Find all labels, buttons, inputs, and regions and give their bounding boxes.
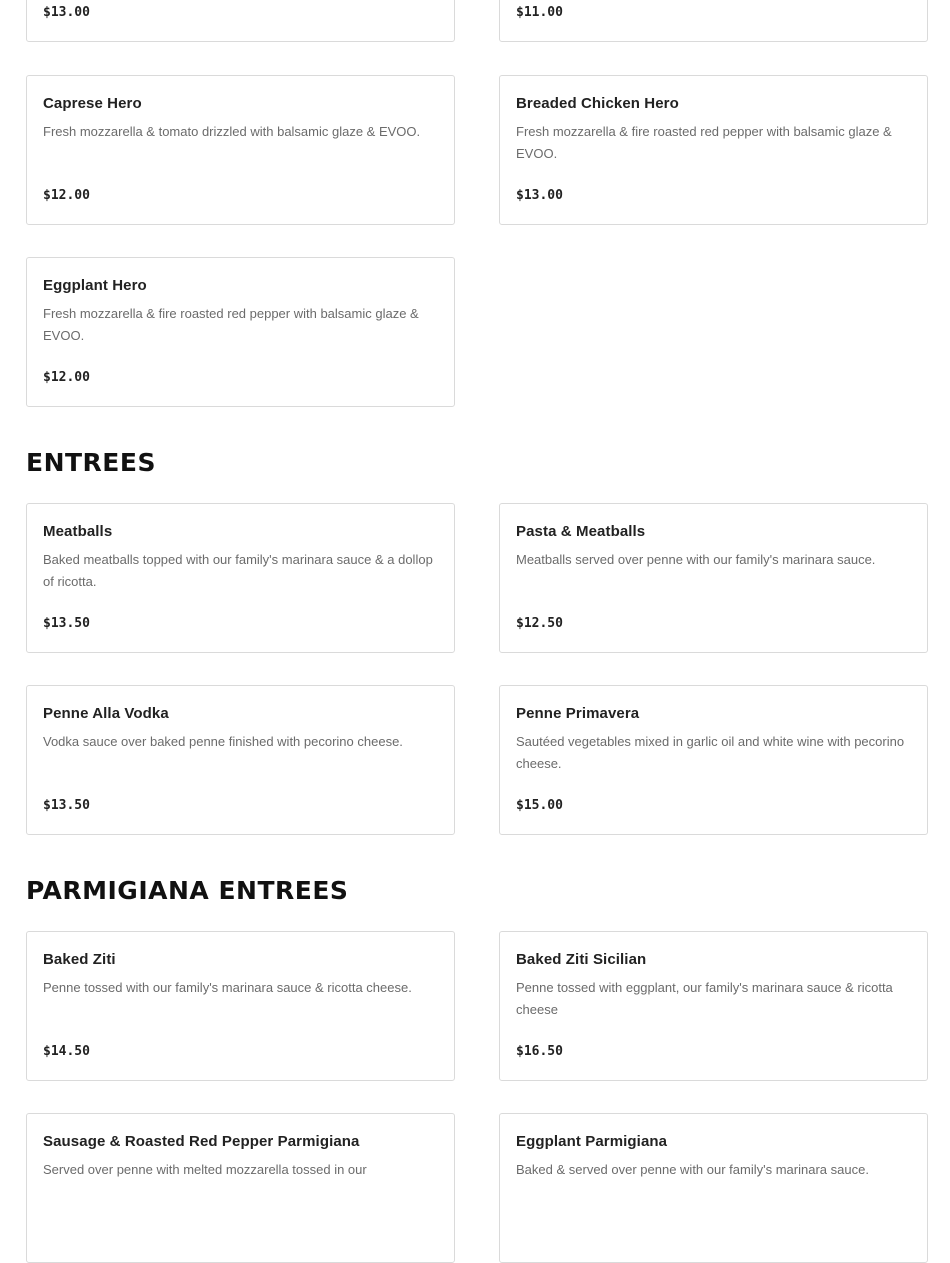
menu-item-price: $15.00 [516, 798, 563, 813]
menu-item-price: $13.00 [516, 188, 563, 203]
menu-item-card[interactable] [499, 0, 928, 42]
menu-item-card[interactable] [26, 503, 455, 653]
menu-item-card[interactable] [26, 931, 455, 1081]
menu-item-price: $13.00 [43, 5, 90, 20]
menu-item-description: Fresh mozzarella & fire roasted red pepper with balsamic glaze & EVOO. [43, 306, 419, 343]
menu-item-description: Penne tossed with eggplant, our family's marinara sauce & ricotta cheese [516, 980, 893, 1017]
menu-item-price: $12.00 [43, 188, 90, 203]
menu-item-card[interactable] [499, 931, 928, 1081]
menu-item-price: $12.00 [43, 370, 90, 385]
menu-item-card[interactable] [26, 75, 455, 225]
menu-item-price: $12.50 [516, 616, 563, 631]
menu-item-price: $11.00 [516, 5, 563, 20]
menu-item-name: Pasta & Meatballs [516, 523, 646, 540]
menu-item-name: Sausage & Roasted Red Pepper Parmigiana [43, 1133, 360, 1150]
menu-item-name: Penne Primavera [516, 705, 640, 722]
menu-item-name: Breaded Chicken Hero [516, 95, 679, 112]
menu-item-description: Penne tossed with our family's marinara sauce & ricotta cheese. [43, 980, 412, 995]
menu-item-card[interactable] [499, 685, 928, 835]
menu-item-description: Baked meatballs topped with our family's marinara sauce & a dollop of ricotta. [43, 552, 433, 589]
menu-item-card[interactable] [26, 685, 455, 835]
menu-item-description: Served over penne with melted mozzarella tossed in our [43, 1162, 367, 1177]
menu-item-description: Fresh mozzarella & fire roasted red pepper with balsamic glaze & EVOO. [516, 124, 892, 161]
section-heading-parmigiana-entrees: PARMIGIANA ENTREES [26, 876, 349, 905]
menu-item-name: Caprese Hero [43, 95, 142, 112]
menu-item-card[interactable] [499, 1113, 928, 1263]
menu-item-card[interactable] [499, 75, 928, 225]
menu-item-description: Vodka sauce over baked penne finished with pecorino cheese. [43, 734, 403, 749]
menu-item-name: Baked Ziti [43, 951, 116, 968]
menu-item-price: $16.50 [516, 1044, 563, 1059]
menu-item-card[interactable] [26, 0, 455, 42]
section-heading-entrees: ENTREES [26, 448, 156, 477]
menu-item-description: Baked & served over penne with our family's marinara sauce. [516, 1162, 869, 1177]
menu-item-card[interactable] [26, 1113, 455, 1263]
menu-item-price: $14.50 [43, 1044, 90, 1059]
menu-item-price: $13.50 [43, 616, 90, 631]
menu-item-card[interactable] [26, 257, 455, 407]
menu-item-description: Meatballs served over penne with our family's marinara sauce. [516, 552, 876, 567]
menu-item-name: Eggplant Parmigiana [516, 1133, 668, 1150]
menu-item-name: Eggplant Hero [43, 277, 147, 294]
menu-item-card[interactable] [499, 503, 928, 653]
menu-item-name: Penne Alla Vodka [43, 705, 169, 722]
menu-item-description: Fresh mozzarella & tomato drizzled with balsamic glaze & EVOO. [43, 124, 421, 139]
menu-item-name: Meatballs [43, 523, 113, 540]
menu-item-description: Sautéed vegetables mixed in garlic oil and white wine with pecorino cheese. [516, 734, 905, 771]
menu-item-price: $13.50 [43, 798, 90, 813]
menu-item-name: Baked Ziti Sicilian [516, 951, 647, 968]
